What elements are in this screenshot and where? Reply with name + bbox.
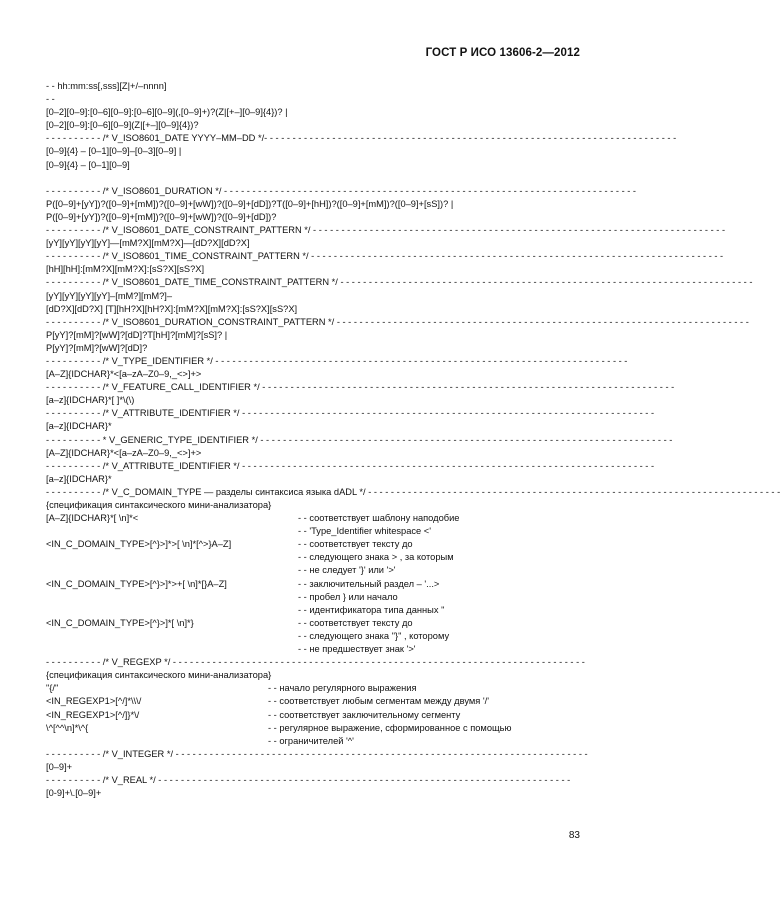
code-comment: - - соответствует заключительному сегменту	[268, 709, 461, 720]
code-line	[46, 643, 590, 656]
section-separator-line	[46, 355, 628, 368]
code-line	[46, 525, 590, 538]
code-text: - - - - - - - - - - /* V_ATTRIBUTE_IDENTIFIER */ -	[46, 408, 246, 419]
section-separator-line	[46, 224, 726, 237]
code-text: [a–z]{IDCHAR}*	[46, 421, 112, 432]
code-text: [dD?X][dD?X] [T][hH?X][hH?X]:[mM?X][mM?X]:[sS?X][sS?X]	[46, 303, 298, 314]
code-text: P([0–9]+[yY])?([0–9]+[mM])?([0–9]+[wW])?([0–9]+[dD])?	[46, 211, 277, 222]
separator-dashes: - - - - - - - - - - - - - - - - - - - - - - - - - - - - - - - - - - - - - - - - - - - - - - - - - - - - - - - - - - - - - - - - - - - - - - - -	[218, 355, 628, 366]
code-line	[46, 538, 590, 551]
code-line	[46, 145, 590, 158]
section-separator-line	[46, 656, 590, 669]
code-comment: - - идентификатора типа данных "	[298, 604, 445, 615]
code-text: - - - - - - - - - - /* V_REGEXP */ -	[46, 657, 176, 668]
code-text: <IN_REGEXP1>[^/]}*\/	[46, 709, 140, 720]
separator-dashes: - - - - - - - - - - - - - - - - - - - - - - - - - - - - - - - - - - - - - - - - - - - - - - - - - - - - - - - - - - - - - - - - - - - - - - - -	[245, 408, 655, 419]
code-line	[46, 499, 590, 512]
code-text: - - - - - - - - - - /* V_ISO8601_DATE YYYY–MM–DD */-	[46, 133, 268, 144]
code-line	[46, 787, 590, 800]
code-line	[46, 172, 590, 185]
code-text: \^[^^\n]*\^{	[46, 722, 89, 733]
code-line	[46, 604, 590, 617]
code-line	[46, 512, 590, 525]
section-separator-line	[46, 132, 677, 145]
code-text: [0–9]{4} – [0–1][0–9]–[0–3][0–9] |	[46, 146, 182, 157]
code-text: P[yY]?[mM]?[wW]?[dD]?T[hH]?[mM]?[sS]? |	[46, 329, 228, 340]
code-comment: - - 'Type_Identifier whitespace <'	[298, 526, 431, 537]
code-line	[46, 578, 590, 591]
code-line	[46, 735, 590, 748]
code-line	[46, 119, 590, 132]
code-text: {спецификация синтаксического мини-анализатора}	[46, 500, 272, 510]
code-line	[46, 420, 590, 433]
code-line	[46, 761, 590, 774]
section-separator-line	[46, 460, 655, 473]
code-line	[46, 198, 590, 211]
section-separator-line	[46, 185, 637, 198]
section-separator-line	[46, 434, 673, 447]
code-comment: - - соответствует любым сегментам между двумя '/'	[268, 696, 490, 707]
code-line	[46, 342, 590, 355]
code-text: - - - - - - - - - - /* V_REAL */ -	[46, 774, 162, 785]
code-line	[46, 591, 590, 604]
code-text: [a–z]{IDCHAR}*[ ]*\(\)	[46, 395, 135, 406]
code-line	[46, 722, 590, 735]
code-line	[46, 473, 590, 486]
code-text: - - - - - - - - - - /* V_FEATURE_CALL_IDENTIFIER */ -	[46, 382, 266, 393]
code-comment: - - не следует '}' или '>'	[298, 565, 396, 576]
code-comment: - - соответствует тексту до	[298, 539, 413, 550]
code-text: [0–2][0–9]:[0–6][0–9]:[0–6][0–9](,[0–9]+)?(Z|[+–][0–9]{4})? |	[46, 107, 288, 118]
code-comment: - - не предшествует знак '>'	[298, 644, 416, 655]
separator-dashes: - - - - - - - - - - - - - - - - - - - - - - - - - - - - - - - - - - - - - - - - - - - - - - - - - - - - - - - - - - - - - - - - - - - - - - - -	[339, 316, 749, 327]
code-text: [yY][yY][yY][yY]—[mM?X][mM?X]—[dD?X][dD?X]	[46, 238, 250, 249]
separator-dashes: - - - - - - - - - - - - - - - - - - - - - - - - - - - - - - - - - - - - - - - - - - - - - - - - - - - - - - - - - - - - - - - - - - - - - - - -	[227, 185, 637, 196]
code-text: <IN_C_DOMAIN_TYPE>[^}>]*>[ \n]*[^>}A–Z]	[46, 539, 232, 550]
code-text: [hH][hH]:[mM?X][mM?X]:[sS?X][sS?X]	[46, 264, 205, 275]
code-line	[46, 368, 590, 381]
code-text: - - - - - - - - - - /* V_ISO8601_DURATION_CONSTRAINT_PATTERN */ -	[46, 316, 340, 327]
code-text: - - - - - - - - - - /* V_TYPE_IDENTIFIER */ -	[46, 355, 219, 366]
standard-header: ГОСТ Р ИСО 13606-2—2012	[425, 47, 580, 59]
separator-dashes: - - - - - - - - - - - - - - - - - - - - - - - - - - - - - - - - - - - - - - - - - - - - - - - - - - - - - - - - - - - - - - - - - - - - - - - -	[265, 382, 675, 393]
code-text: <IN_C_DOMAIN_TYPE>[^}>]*[ \n]*}	[46, 617, 194, 628]
code-text: "{/"	[46, 683, 59, 694]
code-text: [0–9]{4} – [0–1][0–9]	[46, 159, 130, 170]
section-separator-line	[46, 774, 590, 787]
code-line	[46, 394, 590, 407]
document-body	[46, 80, 780, 800]
code-text: <IN_C_DOMAIN_TYPE>[^}>]*>+[ \n]*[}A–Z]	[46, 578, 227, 589]
separator-dashes: - - - - - - - - - - - - - - - - - - - - - - - - - - - - - - - - - - - - - - - - - - - - - - - - - - - - - - - - - - - - - - - - - - - - - - - -	[176, 657, 585, 668]
page-number: 83	[568, 830, 580, 841]
code-text: [yY][yY][yY][yY]–[mM?][mM?]–	[46, 290, 173, 301]
code-line	[46, 80, 590, 93]
code-line	[46, 682, 590, 695]
code-comment: - - заключительный раздел – '...>	[298, 578, 440, 589]
separator-dashes: - - - - - - - - - - - - - - - - - - - - - - - - - - - - - - - - - - - - - - - - - - - - - - - - - - - - - - - - - - - - - - - - - - - - - - - -	[245, 460, 655, 471]
code-text: [a–z]{IDCHAR}*	[46, 473, 112, 484]
code-text: P([0–9]+[yY])?([0–9]+[mM])?([0–9]+[wW])?([0–9]+[dD])?T([0–9]+[hH])?([0–9]+[mM])?([0–9]+[sS])? |	[46, 198, 454, 209]
separator-dashes: - - - - - - - - - - - - - - - - - - - - - - - - - - - - - - - - - - - - - - - - - - - - - - - - - - - - - - - - - - - - - - - - - - - - - - - -	[371, 486, 780, 497]
separator-dashes: - - - - - - - - - - - - - - - - - - - - - - - - - - - - - - - - - - - - - - - - - - - - - - - - - - - - - - - - - - - - - - - - - - - - - - - -	[263, 434, 673, 445]
code-comment: - - регулярное выражение, сформированное с помощью	[268, 722, 512, 733]
code-line	[46, 93, 590, 106]
code-line	[46, 237, 590, 250]
code-line	[46, 709, 590, 722]
section-separator-line	[46, 250, 724, 263]
code-line	[46, 106, 590, 119]
code-line	[46, 329, 590, 342]
code-line	[46, 159, 590, 172]
code-line	[46, 303, 590, 316]
code-text: - - - - - - - - - - /* V_INTEGER */ -	[46, 748, 179, 759]
code-text: [A–Z]{IDCHAR}*[ \n]*<	[46, 513, 139, 524]
code-text: [0-9]+\.[0–9]+	[46, 788, 102, 799]
code-text: {спецификация синтаксического мини-анализатора}	[46, 670, 272, 681]
section-separator-line	[46, 381, 675, 394]
code-text: [0–9]+	[46, 761, 73, 772]
section-separator-line	[46, 407, 655, 420]
code-line	[46, 564, 590, 577]
code-text: <IN_REGEXP1>[^/]*\\\/	[46, 696, 142, 707]
code-text: - - - - - - - - - - /* V_ISO8601_DATE_CONSTRAINT_PATTERN */ -	[46, 225, 317, 236]
code-text: - - - - - - - - - - /* V_ISO8601_DATE_TIME_CONSTRAINT_PATTERN */ -	[46, 277, 344, 288]
code-line	[46, 551, 590, 564]
code-text: P[yY]?[mM]?[wW]?[dD]?	[46, 342, 148, 353]
code-text: [A–Z]{IDCHAR}*<[a–zA–Z0–9,_<>]+>	[46, 447, 202, 458]
code-text: - - - - - - - - - - /* V_ATTRIBUTE_IDENTIFIER */ -	[46, 460, 246, 471]
code-text: - -	[46, 94, 55, 105]
separator-dashes: - - - - - - - - - - - - - - - - - - - - - - - - - - - - - - - - - - - - - - - - - - - - - - - - - - - - - - - - - - - - - - - - - - - - - - - -	[343, 277, 753, 288]
code-line	[46, 617, 590, 630]
separator-dashes: - - - - - - - - - - - - - - - - - - - - - - - - - - - - - - - - - - - - - - - - - - - - - - - - - - - - - - - - - - - - - - - - - - - - - - - -	[316, 225, 726, 236]
separator-dashes: - - - - - - - - - - - - - - - - - - - - - - - - - - - - - - - - - - - - - - - - - - - - - - - - - - - - - - - - - - - - - - - - - - - - - - - -	[267, 133, 677, 144]
code-line	[46, 695, 590, 708]
section-separator-line	[46, 316, 749, 329]
separator-dashes: - - - - - - - - - - - - - - - - - - - - - - - - - - - - - - - - - - - - - - - - - - - - - - - - - - - - - - - - - - - - - - - - - - - - - - - -	[178, 748, 588, 759]
code-line	[46, 630, 590, 643]
code-line	[46, 447, 590, 460]
code-text: - - - - - - - - - - * V_GENERIC_TYPE_IDENTIFIER */ -	[46, 434, 264, 445]
code-line	[46, 669, 590, 682]
separator-dashes: - - - - - - - - - - - - - - - - - - - - - - - - - - - - - - - - - - - - - - - - - - - - - - - - - - - - - - - - - - - - - - - - - - - - - - - -	[314, 251, 724, 262]
code-comment: - - пробел } или начало	[298, 591, 398, 602]
section-separator-line	[46, 486, 780, 499]
separator-dashes: - - - - - - - - - - - - - - - - - - - - - - - - - - - - - - - - - - - - - - - - - - - - - - - - - - - - - - - - - - - - - - - - - - - - - - - -	[161, 774, 571, 785]
code-text: - - - - - - - - - - /* V_C_DOMAIN_TYPE — разделы синтаксиса языка dADL */ -	[46, 486, 372, 497]
code-text: [0–2][0–9]:[0–6][0–9](Z|[+–][0–9]{4})?	[46, 120, 199, 131]
code-text: [A–Z]{IDCHAR}*<[a–zA–Z0–9,_<>]+>	[46, 369, 202, 380]
code-comment: - - соответствует тексту до	[298, 617, 413, 628]
code-comment: - - соответствует шаблону наподобие	[298, 513, 460, 524]
code-line	[46, 211, 590, 224]
code-comment: - - начало регулярного выражения	[268, 683, 417, 694]
code-text: - - hh:mm:ss[,sss][Z|+/–nnnn]	[46, 81, 167, 91]
code-comment: - - следующего знака > , за которым	[298, 552, 454, 563]
code-comment: - - следующего знака "}" , которому	[298, 630, 450, 641]
code-text: - - - - - - - - - - /* V_ISO8601_DURATION */ -	[46, 185, 228, 196]
section-separator-line	[46, 276, 753, 289]
code-line	[46, 290, 590, 303]
section-separator-line	[46, 748, 590, 761]
code-comment: - - ограничителей '^'	[268, 735, 354, 746]
code-line	[46, 263, 590, 276]
code-text: - - - - - - - - - - /* V_ISO8601_TIME_CONSTRAINT_PATTERN */ -	[46, 251, 315, 262]
